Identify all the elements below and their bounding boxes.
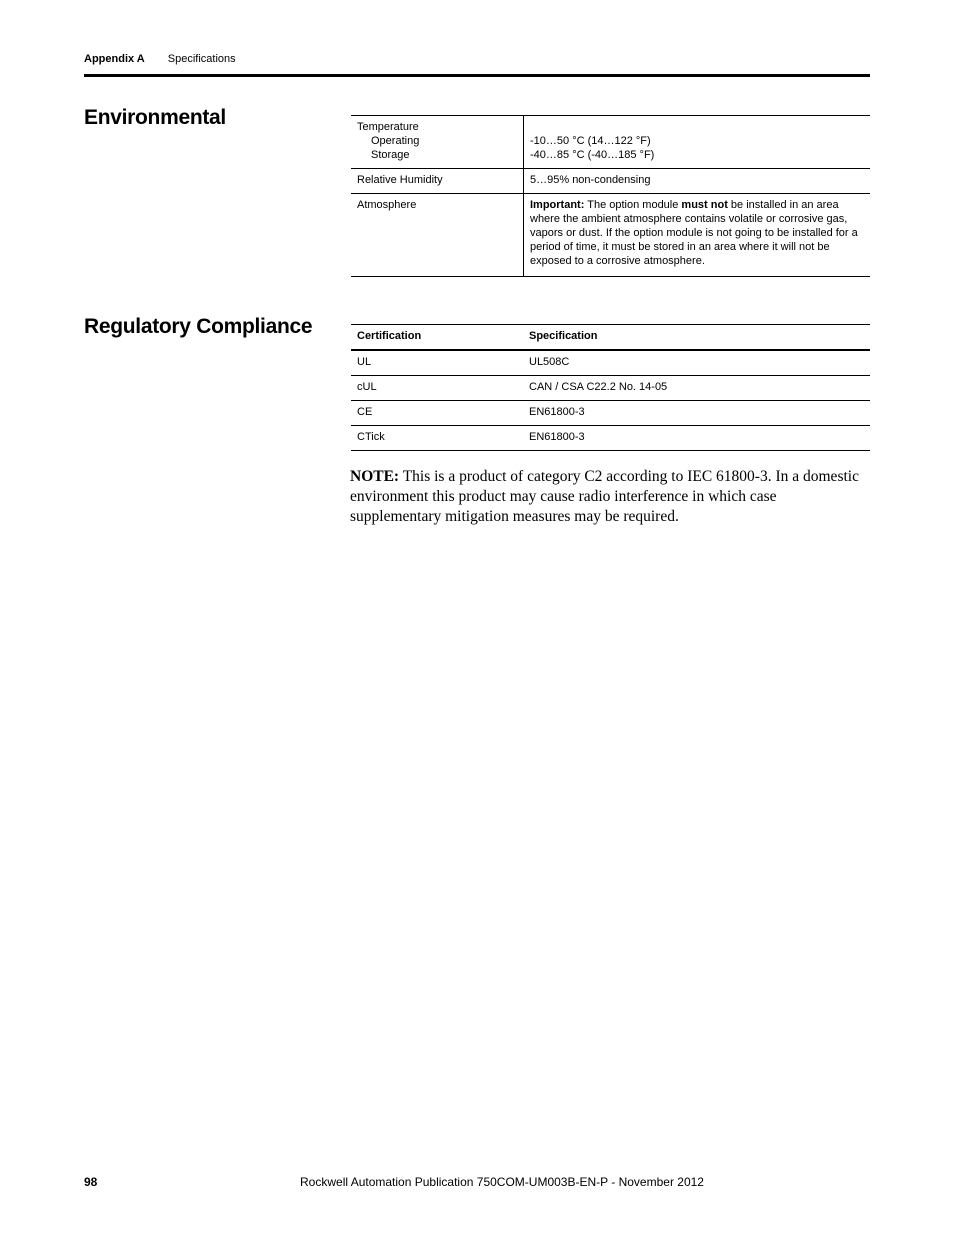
important-label: Important:: [530, 199, 585, 211]
table-row: [351, 376, 870, 401]
page-number: 98: [84, 1175, 98, 1189]
operating-value: -10…50 °C (14…122 °F): [530, 135, 651, 147]
atmosphere-text-2: be installed in an area where the ambient atmosphere contains volatile or corrosive gas, vapors or dust. If the option module is not going to be installed for a period of time, it must be stored in an area where it will not be exposed to a corrosive atmosphere.: [530, 199, 858, 267]
column-header: Specification: [523, 325, 870, 351]
note-label: NOTE:: [350, 468, 400, 485]
humidity-value: 5…95% non-condensing: [524, 169, 871, 194]
note-text: This is a product of category C2 according to IEC 61800-3. In a domestic environment this product may cause radio interference in which case supplementary mitigation measures may be required.: [350, 468, 859, 525]
table-row: [351, 401, 870, 426]
spec-cell: EN61800-3: [523, 401, 870, 426]
appendix-label: Appendix A: [84, 53, 145, 65]
column-header: Certification: [351, 325, 523, 351]
publication-info: Rockwell Automation Publication 750COM-UM003B-EN-P - November 2012: [300, 1175, 704, 1189]
spec-cell: CAN / CSA C22.2 No. 14-05: [523, 376, 870, 401]
spec-cell: EN61800-3: [523, 426, 870, 451]
table-row: [351, 350, 870, 376]
page-header: [84, 53, 236, 65]
must-not: must not: [681, 199, 728, 211]
environmental-title: Environmental: [84, 106, 226, 129]
spec-cell: UL508C: [529, 356, 570, 368]
cert-cell: cUL: [351, 376, 523, 401]
cert-cell: CTick: [351, 426, 523, 451]
atmosphere-value: [524, 194, 871, 277]
header-rule: [84, 74, 870, 77]
note-paragraph: [350, 467, 870, 527]
storage-value: -40…85 °C (-40…185 °F): [530, 149, 655, 161]
atmosphere-label: Atmosphere: [351, 194, 524, 277]
cert-cell: CE: [351, 401, 523, 426]
regulatory-table: [351, 324, 870, 451]
cert-cell: UL: [357, 356, 372, 368]
table-row: [351, 194, 870, 277]
table-row: [351, 116, 870, 169]
table-row: [351, 426, 870, 451]
table-header-row: [351, 325, 870, 351]
temperature-label: Temperature: [357, 121, 419, 133]
table-row: [351, 169, 870, 194]
environmental-table: [351, 115, 870, 277]
storage-label: Storage: [371, 149, 410, 161]
humidity-label: Relative Humidity: [351, 169, 524, 194]
operating-label: Operating: [371, 135, 420, 147]
atmosphere-text-1: The option module: [584, 199, 682, 211]
section-label: Specifications: [167, 53, 236, 65]
regulatory-title: Regulatory Compliance: [84, 315, 313, 338]
